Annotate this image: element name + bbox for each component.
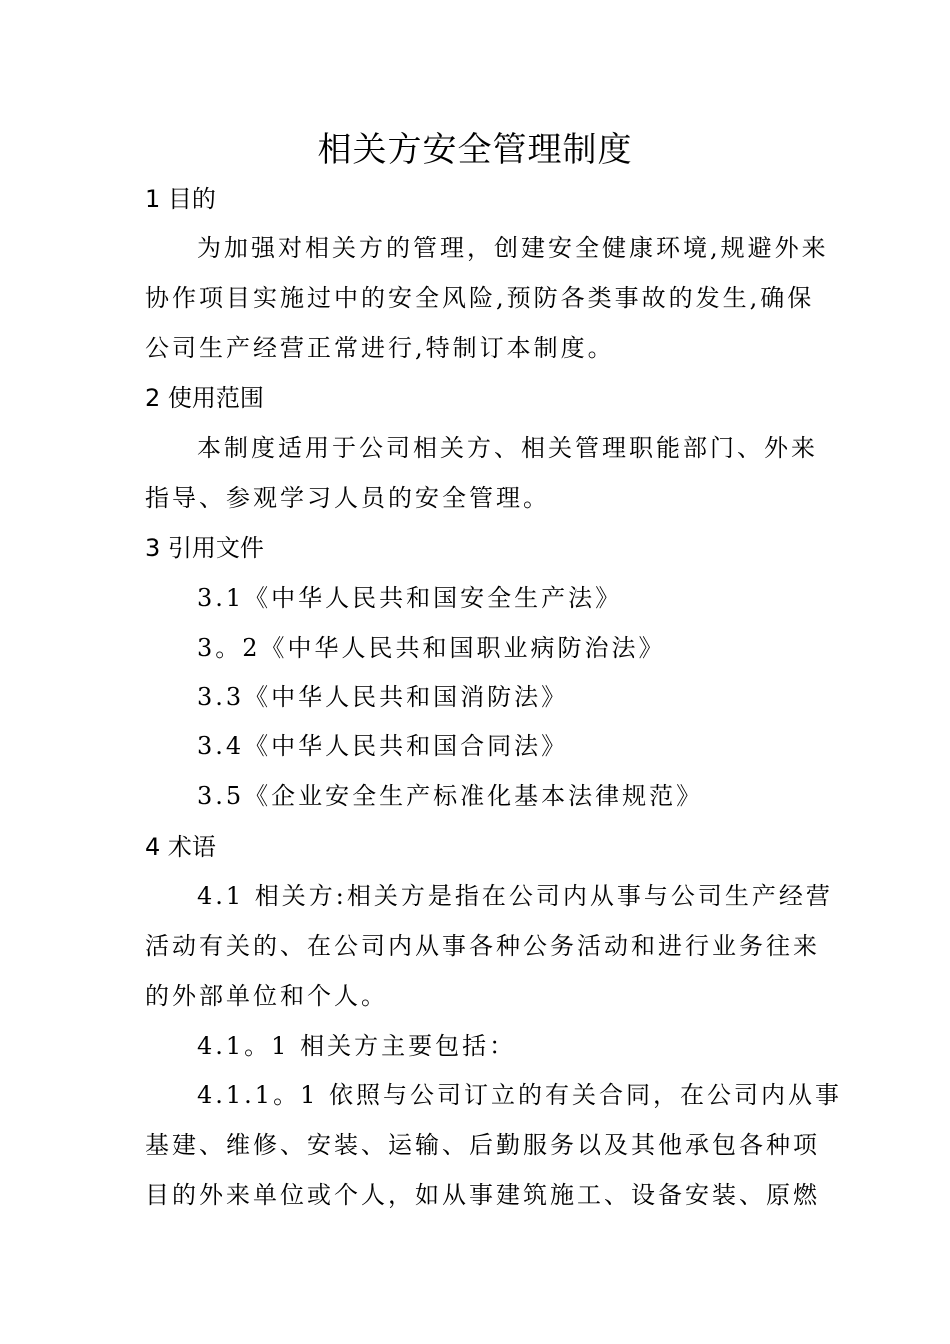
reference-item: 3.3《中华人民共和国消防法》 [197,683,569,711]
paragraph-line: 4.1 相关方:相关方是指在公司内从事与公司生产经营 [197,882,833,910]
document-title: 相关方安全管理制度 [317,130,633,170]
paragraph-line: 本制度适用于公司相关方、相关管理职能部门、外来 [197,434,818,462]
section-paragraph-scope [145,423,818,523]
paragraph-line: 指导、参观学习人员的安全管理。 [145,484,550,512]
paragraph-line: 的外部单位和个人。 [145,982,388,1010]
paragraph-line: 基建、维修、安装、运输、后勤服务以及其他承包各种项 [145,1131,820,1159]
section-paragraph-terms [145,871,833,1021]
section-paragraph-purpose [145,223,829,373]
paragraph-line: 公司生产经营正常进行,特制订本制度。 [145,334,615,362]
paragraph-line: 4.1.1。1 依照与公司订立的有关合同，在公司内从事 [197,1081,842,1109]
paragraph-line: 为加强对相关方的管理，创建安全健康环境,规避外来 [197,234,829,262]
reference-item: 3.5《企业安全生产标准化基本法律规范》 [197,782,704,810]
term-sub-item: 4.1。1 相关方主要包括： [197,1032,517,1060]
section-paragraph-terms-detail [145,1070,842,1220]
section-heading-terms: 4 术语 [145,833,216,861]
reference-item: 3.1《中华人民共和国安全生产法》 [197,584,623,612]
paragraph-line: 活动有关的、在公司内从事各种公务活动和进行业务往来 [145,932,820,960]
reference-item: 3.4《中华人民共和国合同法》 [197,732,569,760]
paragraph-line: 目的外来单位或个人，如从事建筑施工、设备安装、原燃 [145,1181,820,1209]
section-heading-references: 3 引用文件 [145,534,264,562]
section-heading-scope: 2 使用范围 [145,384,264,412]
paragraph-line: 协作项目实施过中的安全风险,预防各类事故的发生,确保 [145,284,815,312]
reference-item: 3。2《中华人民共和国职业病防治法》 [197,634,666,662]
section-heading-purpose: 1 目的 [145,185,216,213]
